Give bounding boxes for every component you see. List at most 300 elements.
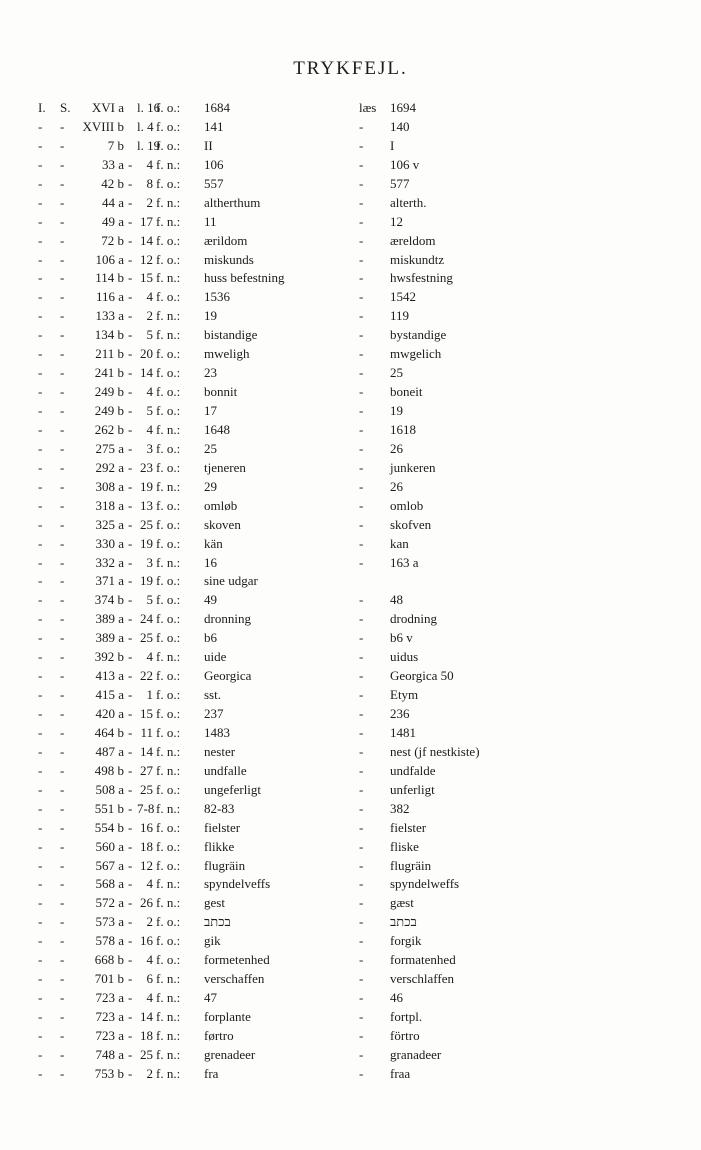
volume-marker: - [38,630,43,646]
page-ref: 249 b [94,403,124,418]
erratum-row [0,591,701,610]
page-ref: 551 b [94,800,124,816]
corrected-text: formatenhed [390,952,456,968]
erratum-row [0,402,701,421]
read-as-marker: - [359,971,364,987]
read-as-marker: - [359,743,364,759]
line-number: 27 [140,762,153,778]
line-direction: f. n.: [156,895,181,911]
corrected-text: förtro [390,1027,420,1043]
corrected-text: 48 [390,592,403,608]
volume-marker: - [38,289,43,305]
read-as-marker: - [359,516,364,532]
page-ref: 487 a [95,743,124,759]
page-ref: 392 b [94,649,124,665]
line-direction: f. o.: [156,630,181,646]
corrected-text: 26 [390,440,403,456]
page-ref: 49 a [101,213,124,229]
corrected-text: uidus [390,649,419,665]
erratum-row [0,913,701,932]
page-ref: 134 b [94,327,124,343]
erroneous-text: formetenhed [204,952,270,968]
erratum-row [0,459,701,478]
separator-dash: - [128,403,133,418]
volume-marker: - [38,819,43,835]
erratum-row [0,288,701,307]
erratum-row [0,1065,701,1084]
erratum-row [0,572,701,591]
read-as-marker: - [359,781,364,797]
line-direction: f. o.: [156,724,181,740]
page-ref: 318 a [95,497,124,513]
page-ref: 332 a [95,554,124,570]
erroneous-text: 141 [204,118,224,134]
page-ref: 249 b [94,384,124,400]
separator-dash: - [128,743,133,759]
erratum-row [0,440,701,459]
erroneous-text: 1536 [204,289,230,305]
line-number: 2 [146,308,153,324]
page-ref: 701 b [94,971,124,987]
erroneous-text: altherthum [204,194,261,210]
erroneous-text: mweligh [204,346,250,362]
line-direction: f. o.: [156,611,181,627]
read-as-marker: - [359,838,364,854]
volume-marker: - [38,857,43,873]
line-number: 2 [146,914,153,930]
section-marker: - [60,308,65,324]
line-number: 16 [140,819,153,835]
page-ref: 578 a [95,933,124,949]
volume-marker: - [38,1065,43,1081]
read-as-marker: - [359,706,364,721]
corrected-text: 25 [390,365,403,381]
corrected-text: omlob [390,497,424,513]
separator-dash: - [128,952,133,968]
volume-marker: - [38,459,43,475]
erratum-row [0,875,701,894]
read-as-marker: - [359,403,364,418]
volume-marker: - [38,743,43,759]
section-marker: - [60,914,65,930]
separator-dash: - [128,346,133,362]
page-ref: 554 b [94,819,124,835]
separator-dash: - [128,630,133,646]
page-ref: 723 a [95,1009,124,1024]
corrected-text: I [390,137,395,153]
page-ref: 211 b [95,346,124,362]
section-marker: - [60,403,65,418]
erratum-row [0,1008,701,1027]
volume-marker: - [38,762,43,778]
read-as-marker: - [359,895,364,911]
section-marker: - [60,118,65,134]
page-ref: 723 a [95,990,124,1006]
page-ref: 262 b [94,421,124,437]
corrected-text: spyndelweffs [390,876,460,892]
erroneous-text: 1684 [204,100,230,115]
erratum-row [0,762,701,781]
page-title: TRYKFEJL. [293,58,408,79]
erroneous-text: 47 [204,990,217,1006]
line-direction: f. o.: [156,933,181,949]
volume-marker: - [38,421,43,437]
page-ref: 116 a [95,289,124,305]
section-marker: - [60,421,65,437]
page-ref: 573 a [95,914,124,930]
section-marker: - [60,459,65,475]
line-direction: f. o.: [156,232,181,248]
separator-dash: - [128,478,133,494]
page-ref: 33 a [101,156,124,172]
section-marker: - [60,971,65,987]
erratum-row [0,800,701,819]
corrected-text: 577 [390,175,410,191]
line-number: 4 [146,384,153,400]
erroneous-text: forplante [204,1009,251,1024]
section-marker: - [60,800,65,816]
corrected-text: kan [390,535,409,551]
read-as-marker: - [359,194,364,210]
section-marker: - [60,1046,65,1062]
read-as-marker: - [359,1046,364,1062]
page-ref: 72 b [101,232,124,248]
section-marker: - [60,346,65,362]
volume-marker: - [38,781,43,797]
page-ref: 241 b [94,365,124,381]
line-number: 19 [140,573,153,589]
section-marker: - [60,384,65,400]
read-as-marker: - [359,876,364,892]
separator-dash: - [128,724,133,740]
read-as-marker: - [359,232,364,248]
section-marker: - [60,327,65,343]
line-direction: f. o.: [156,497,181,513]
line-number: 25 [140,516,153,532]
line-number: 16 [140,933,153,949]
read-as-marker: - [359,687,364,703]
line-direction: f. o.: [156,668,181,684]
page-ref: 568 a [95,876,124,892]
line-number: 25 [140,630,153,646]
separator-dash: - [128,687,133,703]
line-direction: f. o.: [156,459,181,475]
line-direction: f. o.: [156,440,181,456]
read-as-marker: - [359,535,364,551]
separator-dash: - [128,990,133,1006]
line-direction: f. n.: [156,421,181,437]
page-ref: 389 a [95,630,124,646]
corrected-text: hwsfestning [390,270,453,286]
line-number: 4 [146,952,153,968]
volume-marker: - [38,706,43,721]
erroneous-text: uide [204,649,227,665]
read-as-marker: - [359,156,364,172]
line-direction: f. n.: [156,1046,181,1062]
volume-marker: - [38,592,43,608]
section-marker: - [60,895,65,911]
line-number: 25 [140,1046,153,1062]
line-number: 4 [146,421,153,437]
page-ref: 371 a [95,573,124,589]
corrected-text: 106 v [390,156,420,172]
read-as-marker: - [359,933,364,949]
separator-dash: - [128,459,133,475]
erroneous-text: dronning [204,611,251,627]
erroneous-text: 11 [204,213,217,229]
section-marker: - [60,270,65,286]
erroneous-text: 106 [204,156,224,172]
erratum-row [0,364,701,383]
section-marker: - [60,592,65,608]
erratum-row [0,667,701,686]
section-marker: - [60,781,65,797]
line-number: l. 16 [137,100,161,115]
line-number: 15 [140,706,153,721]
corrected-text: junkeren [390,459,436,475]
read-as-marker: - [359,649,364,665]
volume-marker: - [38,232,43,248]
line-number: 3 [146,440,153,456]
line-direction: f. o.: [156,914,181,930]
section-marker: - [60,194,65,210]
volume-marker: - [38,687,43,703]
read-as-marker: - [359,175,364,191]
line-direction: f. o.: [156,175,181,191]
corrected-text: mwgelich [390,346,442,362]
line-direction: f. n.: [156,554,181,570]
section-marker: - [60,1027,65,1043]
erroneous-text: ærildom [204,232,248,248]
erratum-row [0,251,701,270]
erroneous-text: Georgica [204,668,252,684]
separator-dash: - [128,819,133,835]
erroneous-text: nester [204,743,236,759]
line-number: 24 [140,611,153,627]
separator-dash: - [128,554,133,570]
line-direction: f. n.: [156,194,181,210]
separator-dash: - [128,440,133,456]
separator-dash: - [128,914,133,930]
section-marker: - [60,630,65,646]
volume-marker: - [38,251,43,267]
erroneous-text: b6 [204,630,217,646]
read-as-marker: - [359,478,364,494]
erratum-row [0,232,701,251]
erroneous-text: 16 [204,554,217,570]
volume-marker: - [38,573,43,589]
section-marker: - [60,554,65,570]
line-direction: f. n.: [156,1027,181,1043]
line-direction: f. o.: [156,535,181,551]
separator-dash: - [128,762,133,778]
separator-dash: - [128,611,133,627]
erroneous-text: 1648 [204,421,230,437]
separator-dash: - [128,573,133,589]
section-marker: - [60,724,65,740]
erroneous-text: spyndelveffs [204,876,271,892]
page-ref: 389 a [95,611,124,627]
line-number: 15 [140,270,153,286]
erratum-row [0,497,701,516]
line-number: 14 [140,232,153,248]
section-marker: - [60,762,65,778]
section-marker: - [60,232,65,248]
page-ref: 464 b [94,724,124,740]
section-marker: - [60,838,65,854]
section-marker: - [60,289,65,305]
erratum-row [0,194,701,213]
section-marker: - [60,478,65,494]
erratum-row [0,819,701,838]
corrected-text: æreldom [390,232,436,248]
corrected-text: 12 [390,213,403,229]
line-direction: f. n.: [156,1009,181,1024]
erratum-row [0,743,701,762]
corrected-text: בכתב [390,914,417,930]
volume-marker: - [38,365,43,381]
separator-dash: - [128,308,133,324]
read-as-marker: - [359,592,364,608]
section-marker: - [60,440,65,456]
line-number: 17 [140,213,153,229]
erratum-row [0,345,701,364]
erratum-row [0,535,701,554]
page-ref: 44 a [101,194,124,210]
erratum-row [0,838,701,857]
read-as-marker: - [359,914,364,930]
page-ref: 560 a [95,838,124,854]
page-ref: 415 a [95,687,124,703]
separator-dash: - [128,1009,133,1024]
volume-marker: - [38,724,43,740]
erroneous-text: huss befestning [204,270,285,286]
erroneous-text: ungeferligt [204,781,262,797]
line-number: 19 [140,478,153,494]
corrected-text: fortpl. [390,1009,423,1024]
line-number: 14 [140,1009,153,1024]
erratum-row [0,307,701,326]
erroneous-text: tjeneren [204,459,246,475]
line-direction: f. n.: [156,762,181,778]
line-number: 12 [140,251,153,267]
separator-dash: - [128,384,133,400]
section-marker: - [60,876,65,892]
section-marker: - [60,990,65,1006]
line-direction: f. o.: [156,819,181,835]
read-as-marker: - [359,819,364,835]
read-as-marker: - [359,1009,364,1024]
erratum-row [0,1046,701,1065]
separator-dash: - [128,175,133,191]
line-direction: f. o.: [156,706,181,721]
page-ref: 292 a [95,459,124,475]
volume-marker: - [38,137,43,153]
erroneous-text: sine udgar [204,573,258,589]
erroneous-text: flugräin [204,857,246,873]
line-direction: f. o.: [156,857,181,873]
erroneous-text: 82-83 [204,800,235,816]
line-direction: f. n.: [156,1065,181,1081]
line-direction: f. o.: [156,838,181,854]
line-number: 3 [146,554,153,570]
line-direction: f. o.: [156,289,181,305]
separator-dash: - [128,838,133,854]
section-marker: - [60,611,65,627]
volume-marker: - [38,270,43,286]
separator-dash: - [128,933,133,949]
separator-dash: - [128,1027,133,1043]
section-marker: - [60,933,65,949]
corrected-text: 163 a [390,554,419,570]
section-marker: - [60,706,65,721]
read-as-marker: - [359,724,364,740]
volume-marker: - [38,554,43,570]
erratum-row [0,99,701,118]
separator-dash: - [128,668,133,684]
read-as-marker: - [359,459,364,475]
separator-dash: - [128,327,133,343]
page-ref: 498 b [94,762,124,778]
corrected-text: 1694 [390,100,416,115]
volume-marker: - [38,478,43,494]
page-ref: 413 a [95,668,124,684]
volume-marker: - [38,895,43,911]
erratum-row [0,326,701,345]
corrected-text: 1481 [390,724,416,740]
line-number: 2 [146,194,153,210]
volume-marker: - [38,118,43,134]
corrected-text: gæst [390,895,414,911]
volume-marker: - [38,516,43,532]
line-direction: f. o.: [156,516,181,532]
corrected-text: fielster [390,819,427,835]
page-ref: 508 a [95,781,124,797]
read-as-marker: - [359,554,364,570]
volume-marker: - [38,440,43,456]
line-direction: f. o.: [156,573,181,589]
line-direction: f. o.: [156,137,181,153]
line-number: 7-8 [137,800,155,816]
line-number: 11 [140,724,153,740]
separator-dash: - [128,781,133,797]
erroneous-text: sst. [204,687,221,703]
separator-dash: - [128,800,133,816]
volume-marker: - [38,1046,43,1062]
read-as-marker: - [359,668,364,684]
erroneous-text: skoven [204,516,241,532]
erratum-row [0,383,701,402]
erroneous-text: gest [204,895,225,911]
corrected-text: granadeer [390,1046,442,1062]
line-number: 5 [146,327,153,343]
erroneous-text: 1483 [204,724,230,740]
separator-dash: - [128,971,133,987]
read-as-marker: - [359,1027,364,1043]
volume-marker: - [38,213,43,229]
corrected-text: 140 [390,118,410,134]
erratum-row [0,269,701,288]
corrected-text: fraa [390,1065,411,1081]
corrected-text: 46 [390,990,403,1006]
erratum-row [0,648,701,667]
page-ref: 567 a [95,857,124,873]
line-number: 6 [146,971,153,987]
line-direction: f. o.: [156,118,181,134]
read-as-marker: - [359,118,364,134]
corrected-text: flugräin [390,857,432,873]
corrected-text: b6 v [390,630,413,646]
